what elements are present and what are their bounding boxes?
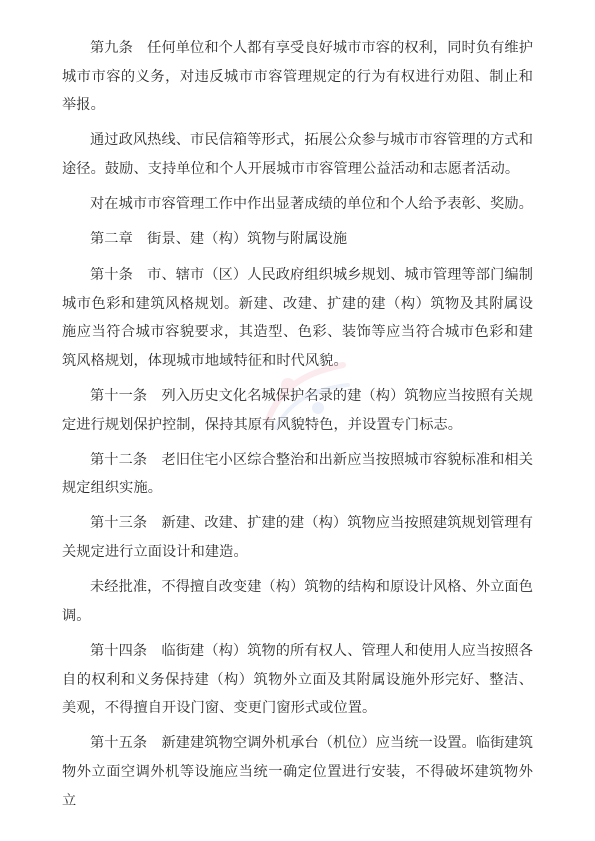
- paragraph-article-12: 第十二条 老旧住宅小区综合整治和出新应当按照城市容貌标准和相关规定组织实施。: [62, 451, 533, 497]
- paragraph-article-15: 第十五条 新建建筑物空调外机承台（机位）应当统一设置。临街建筑物外立面空调外机等设施应当统一确定位置进行安装，不得破坏建筑物外立: [62, 735, 533, 809]
- paragraph-article-13: 第十三条 新建、改建、扩建的建（构）筑物应当按照建筑规划管理有关规定进行立面设计和建造。: [62, 515, 533, 561]
- paragraph-commendation: 对在城市市容管理工作中作出显著成绩的单位和个人给予表彰、奖励。: [90, 196, 533, 213]
- paragraph-article-9: 第九条 任何单位和个人都有享受良好城市市容的权利，同时负有维护城市市容的义务，对违反城市市容管理规定的行为有权进行劝阻、制止和举报。: [62, 40, 533, 114]
- paragraph-article-10: 第十条 市、辖市（区）人民政府组织城乡规划、城市管理等部门编制城市色彩和建筑风格规划。新建、改建、扩建的建（构）筑物及其附属设施应当符合城市容貌要求，其造型、色彩、装饰等应当符合城市色彩和建筑风格规划，体现城市地域特征和时代风貌。: [62, 266, 533, 369]
- paragraph-public-participation: 通过政风热线、市民信箱等形式，拓展公众参与城市市容管理的方式和途径。鼓励、支持单位和个人开展城市市容管理公益活动和志愿者活动。: [62, 132, 533, 177]
- chapter-2-heading: 第二章 街景、建（构）筑物与附属设施: [90, 231, 348, 248]
- paragraph-article-13-clause: 未经批准，不得擅自改变建（构）筑物的结构和原设计风格、外立面色调。: [62, 579, 533, 624]
- watermark-logo: [248, 350, 358, 440]
- paragraph-article-11: 第十一条 列入历史文化名城保护名录的建（构）筑物应当按照有关规定进行规划保护控制，保持其原有风貌特色，并设置专门标志。: [62, 387, 533, 433]
- paragraph-article-14: 第十四条 临街建（构）筑物的所有权人、管理人和使用人应当按照各自的权利和义务保持建（构）筑物外立面及其附属设施外形完好、整洁、美观，不得擅自开设门窗、变更门窗形式或位置。: [62, 643, 533, 717]
